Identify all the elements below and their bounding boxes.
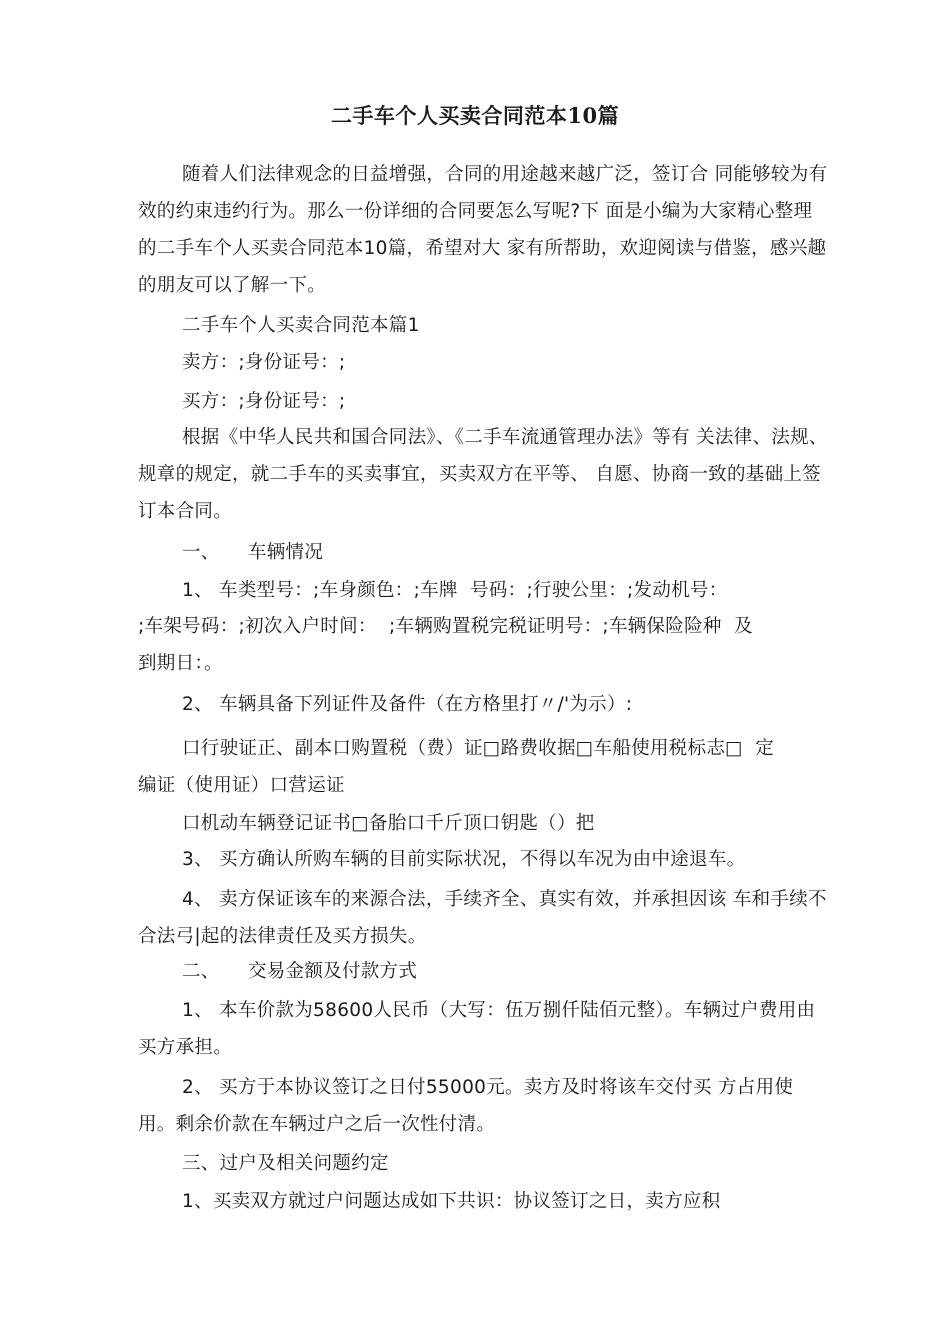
document-title: 二手车个人买卖合同范本10篇: [330, 103, 620, 128]
basis-paragraph: 根据《中华人民共和国合同法》、《二手车流通管理办法》等有 关法律、法规、规章的规定，就二手车的买卖事宜，买卖双方在平等、 自愿、协商一致的基础上签订本合同。: [138, 427, 828, 522]
buyer-line: 买方：;身份证号：;: [182, 391, 346, 412]
article-2-item-2: 2、 买方于本协议签订之日付55000元。卖方及时将该车交付买 方占用使用。剩余价款在车辆过户之后一次性付清。: [138, 1077, 794, 1135]
article-1-item-1-line-2: ;车架号码：;初次入户时间： ;车辆购置税完税证明号：;车辆保险险种 及: [138, 616, 753, 637]
article-3-heading: 三、过户及相关问题约定: [182, 1153, 389, 1174]
documents-line-1: 口行驶证正、副本口购置税（费）证□路费收据□车船使用税标志□ 定: [182, 738, 775, 759]
article-1-item-2: 2、 车辆具备下列证件及备件（在方格里打〃/'为示）:: [182, 694, 633, 715]
article-2-heading: 二、 交易金额及付款方式: [182, 961, 418, 982]
article-1-item-1-line-3: 到期日：。: [138, 653, 223, 674]
article-2-item-1: 1、 本车价款为58600人民币（大写：伍万捌仟陆佰元整）。车辆过户费用由买方承担。: [138, 1000, 816, 1058]
section-heading: 二手车个人买卖合同范本篇1: [182, 315, 420, 336]
documents-line-3: 口机动车辆登记证书□备胎口千斤顶口钥匙（）把: [182, 813, 595, 834]
article-1-item-3: 3、 买方确认所购车辆的目前实际状况，不得以车况为由中途退车。: [182, 849, 746, 870]
article-1-heading: 一、 车辆情况: [182, 542, 324, 563]
article-1-item-1-line-1: 1、 车类型号：;车身颜色：;车牌 号码：;行驶公里：;发动机号：: [182, 580, 728, 601]
intro-paragraph: 随着人们法律观念的日益增强，合同的用途越来越广泛，签订合 同能够较为有效的约束违约行为。那么一份详细的合同要怎么写呢?下 面是小编为大家精心整理的二手车个人买卖合同范本10篇，希望对大 家有所帮助，欢迎阅读与借鉴，感兴趣的朋友可以了解一下。: [138, 164, 828, 296]
documents-line-2: 编证（使用证）口营运证: [138, 775, 345, 796]
article-3-item-1: 1、买卖双方就过户问题达成如下共识：协议签订之日，卖方应积: [182, 1191, 721, 1212]
article-1-item-4: 4、 卖方保证该车的来源合法，手续齐全、真实有效，并承担因该 车和手续不合法弓|起的法律责任及买方损失。: [138, 889, 827, 947]
seller-line: 卖方：;身份证号：;: [182, 352, 346, 373]
